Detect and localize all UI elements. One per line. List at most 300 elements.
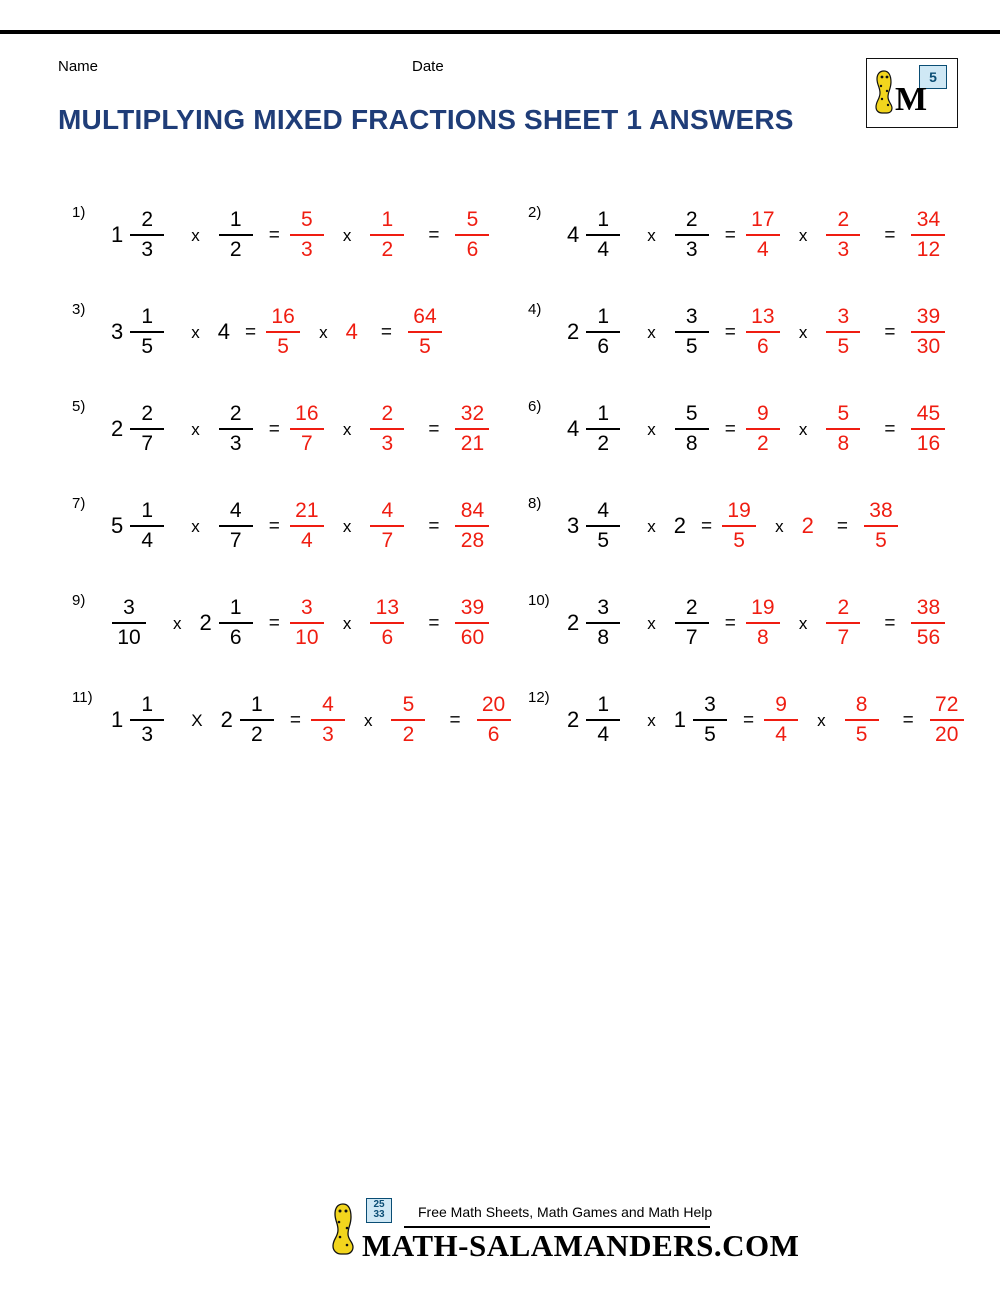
equals-symbol: = (289, 709, 301, 731)
fraction-denominator: 5 (597, 529, 610, 552)
problem-number: 7) (72, 495, 86, 512)
fraction-bar (911, 331, 945, 333)
fraction-numerator: 1 (251, 693, 263, 716)
fraction-numerator: 1 (229, 208, 242, 231)
fraction-bar (240, 719, 274, 721)
multiply-symbol: x (775, 516, 784, 536)
logo-letter: M (895, 81, 928, 118)
multiply-symbol: x (798, 419, 808, 439)
fraction (911, 596, 945, 650)
fraction-denominator: 2 (251, 723, 263, 746)
fraction-numerator: 13 (751, 305, 775, 328)
fraction-denominator: 7 (837, 626, 850, 649)
fraction-bar (586, 622, 620, 624)
fraction (130, 208, 164, 262)
footer (0, 1196, 1000, 1276)
fraction-denominator: 2 (757, 432, 769, 455)
multiply-symbol: x (647, 516, 656, 536)
fraction-denominator: 4 (141, 529, 154, 552)
fraction-bar (911, 428, 945, 430)
problem-expression (108, 394, 493, 464)
fraction-denominator: 10 (117, 626, 141, 649)
whole-number: 1 (111, 222, 124, 247)
fraction-numerator: 38 (869, 499, 893, 522)
fraction-denominator: 60 (460, 626, 485, 649)
fraction-numerator: 1 (597, 693, 610, 716)
fraction-bar (722, 525, 756, 527)
equals-symbol: = (428, 418, 440, 440)
fraction-denominator: 7 (229, 529, 242, 552)
fraction (219, 596, 253, 650)
fraction-bar (130, 525, 164, 527)
equals-symbol: = (245, 321, 257, 343)
fraction-bar (675, 622, 709, 624)
fraction (675, 402, 709, 456)
fraction-denominator: 5 (141, 335, 154, 358)
fraction-numerator: 4 (322, 693, 334, 716)
fraction-denominator: 4 (775, 723, 787, 746)
fraction-denominator: 5 (855, 723, 868, 746)
multiply-symbol: x (647, 225, 656, 245)
fraction-denominator: 6 (466, 238, 479, 261)
fraction-bar (586, 525, 620, 527)
fraction-bar (826, 234, 860, 236)
equals-symbol: = (428, 224, 440, 246)
fraction (370, 499, 404, 553)
fraction-numerator: 4 (229, 499, 242, 522)
fraction-bar (370, 234, 404, 236)
fraction-denominator: 21 (460, 432, 485, 455)
fraction-numerator: 13 (375, 596, 400, 619)
problem-number: 1) (72, 204, 86, 221)
multiply-symbol: x (173, 613, 182, 633)
fraction-denominator: 16 (916, 432, 941, 455)
fraction-denominator: 6 (229, 626, 242, 649)
problem (514, 584, 984, 681)
multiply-symbol: x (647, 322, 656, 342)
fraction-bar (219, 234, 253, 236)
fraction-numerator: 1 (229, 596, 242, 619)
fraction (826, 402, 860, 456)
fraction-numerator: 3 (704, 693, 716, 716)
fraction-denominator: 3 (301, 238, 313, 261)
fraction-bar (911, 622, 945, 624)
fraction-denominator: 8 (837, 432, 850, 455)
problem-number: 10) (528, 592, 550, 609)
fraction (586, 402, 620, 456)
fraction-bar (290, 234, 324, 236)
fraction-numerator: 45 (916, 402, 941, 425)
page-title: MULTIPLYING MIXED FRACTIONS SHEET 1 ANSWERS (58, 104, 794, 135)
fraction-denominator: 7 (301, 432, 313, 455)
fraction-denominator: 10 (295, 626, 319, 649)
fraction-denominator: 3 (837, 238, 850, 261)
fraction-numerator: 2 (685, 208, 698, 231)
fraction-denominator: 4 (597, 723, 610, 746)
fraction-denominator: 8 (597, 626, 610, 649)
fraction (586, 305, 620, 359)
whole-number: 5 (111, 513, 124, 538)
equals-symbol: = (884, 418, 896, 440)
problem-expression (564, 297, 949, 367)
fraction (455, 402, 489, 456)
problem-expression (108, 685, 515, 755)
fraction-bar (311, 719, 345, 721)
fraction-numerator: 1 (141, 305, 154, 328)
fraction-denominator: 2 (229, 238, 242, 261)
fraction-numerator: 3 (837, 305, 850, 328)
fraction-numerator: 5 (466, 208, 479, 231)
fraction-bar (130, 719, 164, 721)
whole-number: 2 (111, 416, 124, 441)
top-divider (0, 30, 1000, 34)
problem (58, 487, 528, 584)
multiply-symbol: x (817, 710, 826, 730)
problem-number: 5) (72, 398, 86, 415)
equals-symbol: = (268, 224, 280, 246)
fraction (764, 693, 798, 747)
whole-number: 4 (567, 222, 580, 247)
fraction-bar (746, 428, 780, 430)
problem-number: 2) (528, 204, 542, 221)
fraction (370, 402, 404, 456)
multiply-symbol: x (342, 613, 352, 633)
fraction (675, 596, 709, 650)
fraction-bar (130, 331, 164, 333)
fraction (240, 693, 274, 747)
fraction (455, 596, 489, 650)
multiply-symbol: x (798, 225, 808, 245)
problem-row (0, 584, 1000, 681)
problem-row (0, 390, 1000, 487)
whole-number: 2 (567, 707, 580, 732)
fraction-denominator: 5 (704, 723, 716, 746)
fraction-denominator: 3 (141, 723, 154, 746)
fraction-bar (290, 525, 324, 527)
fraction-bar (112, 622, 146, 624)
fraction (930, 693, 964, 747)
fraction (826, 305, 860, 359)
fraction (675, 208, 709, 262)
fraction-denominator: 3 (229, 432, 242, 455)
multiply-symbol: x (342, 419, 352, 439)
problem-expression (108, 297, 446, 367)
problem-number: 11) (72, 689, 93, 706)
problem-number: 6) (528, 398, 542, 415)
fraction-bar (826, 331, 860, 333)
fraction-bar (370, 428, 404, 430)
fraction (391, 693, 425, 747)
equals-symbol: = (743, 709, 755, 731)
salamander-icon (873, 69, 895, 115)
fraction-bar (370, 525, 404, 527)
fraction-denominator: 7 (381, 529, 394, 552)
fraction (219, 208, 253, 262)
problem (58, 390, 528, 487)
fraction-denominator: 4 (597, 238, 610, 261)
equals-symbol: = (428, 612, 440, 634)
fraction-denominator: 7 (685, 626, 698, 649)
fraction-denominator: 2 (381, 238, 394, 261)
equals-symbol: = (268, 515, 280, 537)
fraction-numerator: 21 (295, 499, 319, 522)
whole-number: 2 (567, 610, 580, 635)
fraction-bar (930, 719, 964, 721)
fraction-numerator: 17 (751, 208, 775, 231)
problem (514, 390, 984, 487)
fraction-denominator: 5 (419, 335, 431, 358)
number-token: 4 (345, 319, 358, 344)
fraction-denominator: 30 (916, 335, 941, 358)
math-salamanders-logo (866, 58, 958, 128)
fraction-denominator: 3 (685, 238, 698, 261)
fraction-bar (290, 428, 324, 430)
fraction-bar (290, 622, 324, 624)
fraction (130, 693, 164, 747)
worksheet-header (0, 58, 1000, 80)
fraction-numerator: 64 (413, 305, 437, 328)
fraction (586, 596, 620, 650)
footer-tagline: Free Math Sheets, Math Games and Math Help (418, 1204, 713, 1220)
fraction (290, 208, 324, 262)
problem-number: 9) (72, 592, 86, 609)
fraction (370, 208, 404, 262)
fraction-bar (391, 719, 425, 721)
fraction-bar (130, 234, 164, 236)
fraction-denominator: 56 (916, 626, 941, 649)
fraction-bar (455, 428, 489, 430)
fraction-numerator: 84 (460, 499, 485, 522)
fraction-bar (675, 428, 709, 430)
fraction-denominator: 4 (301, 529, 313, 552)
fraction-numerator: 2 (837, 208, 850, 231)
footer-salamander-icon (330, 1202, 356, 1256)
equals-symbol: = (724, 418, 736, 440)
fraction-denominator: 2 (402, 723, 415, 746)
fraction-numerator: 3 (301, 596, 313, 619)
fraction-numerator: 2 (141, 402, 154, 425)
fraction-numerator: 2 (685, 596, 698, 619)
equals-symbol: = (428, 515, 440, 537)
fraction-numerator: 16 (271, 305, 295, 328)
fraction-denominator: 5 (277, 335, 289, 358)
equals-symbol: = (724, 321, 736, 343)
fraction-numerator: 8 (855, 693, 868, 716)
multiply-symbol: x (798, 613, 808, 633)
equals-symbol: = (724, 612, 736, 634)
multiply-symbol: x (319, 322, 328, 342)
fraction-bar (219, 622, 253, 624)
fraction-bar (266, 331, 300, 333)
fraction-numerator: 2 (381, 402, 394, 425)
fraction-denominator: 3 (141, 238, 154, 261)
fraction-numerator: 39 (916, 305, 941, 328)
equals-symbol: = (884, 224, 896, 246)
fraction-numerator: 16 (295, 402, 319, 425)
fraction (746, 402, 780, 456)
fraction-denominator: 7 (141, 432, 154, 455)
multiply-symbol: x (647, 613, 656, 633)
fraction-numerator: 9 (775, 693, 787, 716)
problem (514, 487, 984, 584)
fraction-numerator: 32 (460, 402, 485, 425)
equals-symbol: = (884, 321, 896, 343)
footer-grade-badge: 25 33 (366, 1198, 392, 1223)
fraction (370, 596, 404, 650)
problem (58, 681, 528, 778)
date-label: Date (412, 58, 444, 75)
fraction (130, 305, 164, 359)
fraction-bar (675, 234, 709, 236)
whole-number: 2 (673, 513, 686, 538)
problem-row (0, 487, 1000, 584)
fraction (311, 693, 345, 747)
fraction (826, 596, 860, 650)
fraction-denominator: 20 (935, 723, 959, 746)
fraction-numerator: 38 (916, 596, 941, 619)
problem-expression (564, 200, 949, 270)
problem-number: 8) (528, 495, 542, 512)
number-token: 2 (801, 513, 814, 538)
fraction (864, 499, 898, 553)
whole-number: 4 (217, 319, 230, 344)
fraction-bar (826, 428, 860, 430)
fraction (586, 499, 620, 553)
multiply-symbol: x (191, 516, 200, 536)
problem-number: 4) (528, 301, 542, 318)
fraction-denominator: 6 (597, 335, 610, 358)
footer-domain: MATH-SALAMANDERS.COM (362, 1228, 800, 1263)
multiply-symbol: x (191, 322, 200, 342)
fraction-bar (455, 525, 489, 527)
equals-symbol: = (380, 321, 392, 343)
multiply-symbol: x (647, 419, 656, 439)
fraction-numerator: 2 (229, 402, 242, 425)
whole-number: 3 (111, 319, 124, 344)
problem (514, 681, 984, 778)
name-label: Name (58, 58, 99, 75)
whole-number: 1 (111, 707, 124, 732)
fraction (112, 596, 146, 650)
problem (58, 196, 528, 293)
equals-symbol: = (701, 515, 713, 537)
fraction-numerator: 39 (460, 596, 485, 619)
equals-symbol: = (449, 709, 461, 731)
fraction-bar (764, 719, 798, 721)
fraction-denominator: 3 (322, 723, 334, 746)
fraction (722, 499, 756, 553)
fraction (290, 596, 324, 650)
whole-number: 1 (673, 707, 686, 732)
fraction (746, 596, 780, 650)
fraction-numerator: 72 (935, 693, 959, 716)
fraction (266, 305, 300, 359)
problem (514, 196, 984, 293)
equals-symbol: = (268, 418, 280, 440)
fraction (130, 402, 164, 456)
fraction (911, 402, 945, 456)
fraction-numerator: 19 (727, 499, 751, 522)
whole-number: 3 (567, 513, 580, 538)
fraction-bar (219, 428, 253, 430)
fraction-bar (746, 622, 780, 624)
fraction-numerator: 4 (597, 499, 610, 522)
fraction-bar (370, 622, 404, 624)
fraction-numerator: 4 (381, 499, 394, 522)
fraction-numerator: 1 (141, 693, 154, 716)
fraction (586, 693, 620, 747)
problem-expression (564, 685, 968, 755)
fraction (911, 305, 945, 359)
fraction-numerator: 1 (597, 208, 610, 231)
problem (58, 293, 528, 390)
equals-symbol: = (724, 224, 736, 246)
problem-expression (564, 394, 949, 464)
fraction-numerator: 3 (123, 596, 135, 619)
fraction-bar (845, 719, 879, 721)
equals-symbol: = (884, 612, 896, 634)
problem-expression (108, 491, 493, 561)
fraction (290, 402, 324, 456)
fraction (219, 499, 253, 553)
fraction-numerator: 1 (597, 305, 610, 328)
problem-expression (108, 588, 493, 658)
problem-row (0, 681, 1000, 778)
fraction-numerator: 34 (916, 208, 941, 231)
fraction-denominator: 5 (875, 529, 887, 552)
fraction-denominator: 6 (487, 723, 500, 746)
fraction (746, 208, 780, 262)
fraction-denominator: 3 (381, 432, 394, 455)
multiply-symbol: x (798, 322, 808, 342)
whole-number: 2 (567, 319, 580, 344)
fraction-bar (219, 525, 253, 527)
multiply-symbol: x (647, 710, 656, 730)
fraction-denominator: 28 (460, 529, 485, 552)
fraction-bar (586, 719, 620, 721)
fraction-numerator: 9 (757, 402, 769, 425)
whole-number: 2 (199, 610, 212, 635)
fraction-bar (911, 234, 945, 236)
fraction (826, 208, 860, 262)
problem (58, 584, 528, 681)
fraction-bar (826, 622, 860, 624)
fraction-denominator: 4 (757, 238, 769, 261)
fraction (455, 208, 489, 262)
fraction-bar (746, 331, 780, 333)
whole-number: 4 (567, 416, 580, 441)
problem-row (0, 196, 1000, 293)
fraction (130, 499, 164, 553)
problems-grid (0, 196, 1000, 778)
fraction (586, 208, 620, 262)
fraction-numerator: 1 (597, 402, 610, 425)
equals-symbol: = (268, 612, 280, 634)
fraction-bar (586, 428, 620, 430)
fraction-numerator: 5 (301, 208, 313, 231)
fraction-bar (455, 622, 489, 624)
fraction-numerator: 2 (141, 208, 154, 231)
problem-number: 3) (72, 301, 86, 318)
fraction-bar (130, 428, 164, 430)
fraction (746, 305, 780, 359)
fraction-numerator: 20 (481, 693, 506, 716)
fraction-numerator: 5 (685, 402, 698, 425)
fraction-numerator: 2 (837, 596, 850, 619)
fraction (290, 499, 324, 553)
fraction-numerator: 3 (685, 305, 698, 328)
fraction-denominator: 5 (837, 335, 850, 358)
